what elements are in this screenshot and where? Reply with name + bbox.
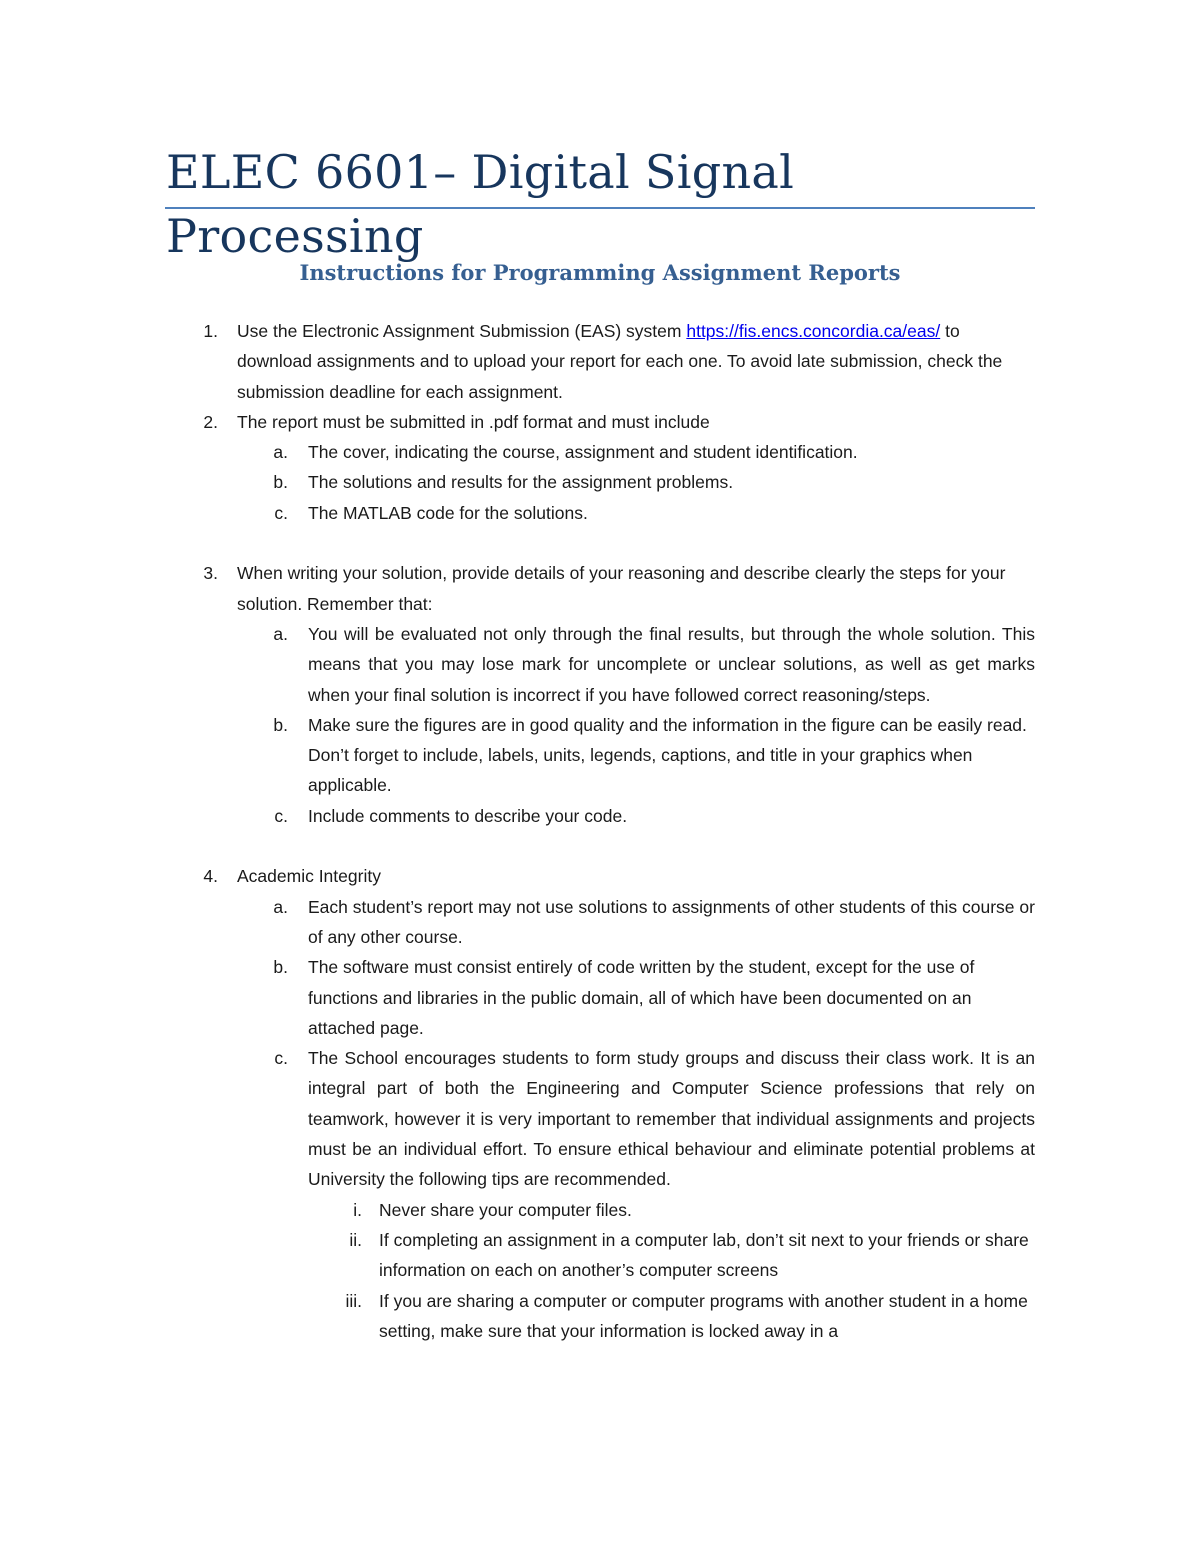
- list-item-text: You will be evaluated not only through the final results, but through the whole solution. This means that you may lose mark for uncomplete or unclear solutions, as well as get marks when your final solution is incorrect if you have followed correct reasoning/steps.: [308, 623, 1035, 705]
- item-text-after-link: to download assignments and to upload your report for each one. To avoid late submission, check the submission deadline for each assignment.: [237, 321, 1003, 402]
- list-item-text: The MATLAB code for the solutions.: [308, 502, 588, 523]
- list-marker: b.: [273, 714, 288, 735]
- tip-item-ii: [0, 1225, 1200, 1286]
- list-marker: i.: [353, 1199, 362, 1220]
- list-marker: a.: [273, 623, 288, 644]
- list-item-text: Include comments to describe your code.: [308, 805, 628, 826]
- list-item-text: Make sure the figures are in good quality and the information in the figure can be easily read. Don’t forget to include, labels, units, legends, captions, and title in your graphics when applicable.: [308, 714, 1027, 796]
- list-marker: c.: [274, 805, 288, 826]
- list-marker: a.: [273, 442, 288, 463]
- list-marker: b.: [273, 957, 288, 978]
- sub-item-4c: [0, 1043, 1200, 1194]
- sub-item-2a: [0, 437, 1200, 467]
- sub-item-2b: [0, 467, 1200, 497]
- document-subtitle: Instructions for Programming Assignment Reports: [299, 260, 901, 285]
- list-item-text: Never share your computer files.: [379, 1199, 632, 1220]
- tip-item-i: [0, 1195, 1200, 1225]
- list-item-text: Each student’s report may not use solutions to assignments of other students of this course or of any other course.: [308, 896, 1035, 947]
- list-marker: a.: [273, 896, 288, 917]
- list-item-text: The report must be submitted in .pdf format and must include: [237, 411, 710, 432]
- list-marker: 1.: [203, 321, 218, 341]
- list-marker: b.: [273, 472, 288, 493]
- list-item-text: When writing your solution, provide details of your reasoning and describe clearly the steps for your solution. Remember that:: [237, 563, 1006, 614]
- list-marker: 2.: [203, 411, 218, 432]
- sub-item-4b: [0, 952, 1200, 1043]
- list-item-text: If completing an assignment in a computer lab, don’t sit next to your friends or share information on each on another’s computer screens: [379, 1229, 1029, 1281]
- sub-item-3a: [0, 619, 1200, 710]
- spacer: [0, 831, 1200, 861]
- list-marker: iii.: [345, 1290, 362, 1311]
- list-marker: c.: [274, 502, 288, 523]
- list-item-text: The solutions and results for the assignment problems.: [308, 472, 734, 493]
- list-item-1: [0, 316, 1200, 407]
- sub-item-2c: [0, 498, 1200, 528]
- list-item-text: The software must consist entirely of code written by the student, except for the use of functions and libraries in the public domain, all of which have been documented on an attached page.: [308, 957, 975, 1038]
- list-item-3: [0, 558, 1200, 619]
- list-marker: c.: [274, 1048, 288, 1069]
- list-marker: 4.: [203, 866, 218, 887]
- spacer: [0, 528, 1200, 558]
- list-item-text: [237, 316, 1035, 407]
- instructions-list: [0, 316, 1200, 1346]
- sub-item-3c: [0, 801, 1200, 831]
- list-item-text: If you are sharing a computer or computer programs with another student in a home setting, make sure that your information is locked away in a: [379, 1290, 1028, 1341]
- list-item-2: [0, 407, 1200, 437]
- sub-item-4a: [0, 892, 1200, 953]
- list-item-text: The School encourages students to form study groups and discuss their class work. It is an integral part of both the Engineering and Computer Science professions that rely on teamwork, however it is very important to remember that individual assignments and projects must be an individual effort. To ensure ethical behaviour and eliminate potential problems at University the following tips are recommended.: [308, 1048, 1035, 1190]
- title-underline-rule: [165, 207, 1035, 209]
- eas-system-link[interactable]: https://fis.encs.concordia.ca/eas/: [686, 321, 941, 341]
- tip-item-iii: [0, 1286, 1200, 1347]
- list-marker: 3.: [203, 563, 218, 584]
- list-item-text: Academic Integrity: [237, 866, 381, 887]
- item-text-before-link: Use the Electronic Assignment Submission (EAS) system: [237, 321, 687, 341]
- document-title: ELEC 6601– Digital Signal Processing: [166, 145, 795, 263]
- list-item-text: The cover, indicating the course, assignment and student identification.: [308, 442, 858, 463]
- list-marker: ii.: [349, 1229, 362, 1250]
- sub-item-3b: [0, 710, 1200, 801]
- list-item-4: [0, 861, 1200, 891]
